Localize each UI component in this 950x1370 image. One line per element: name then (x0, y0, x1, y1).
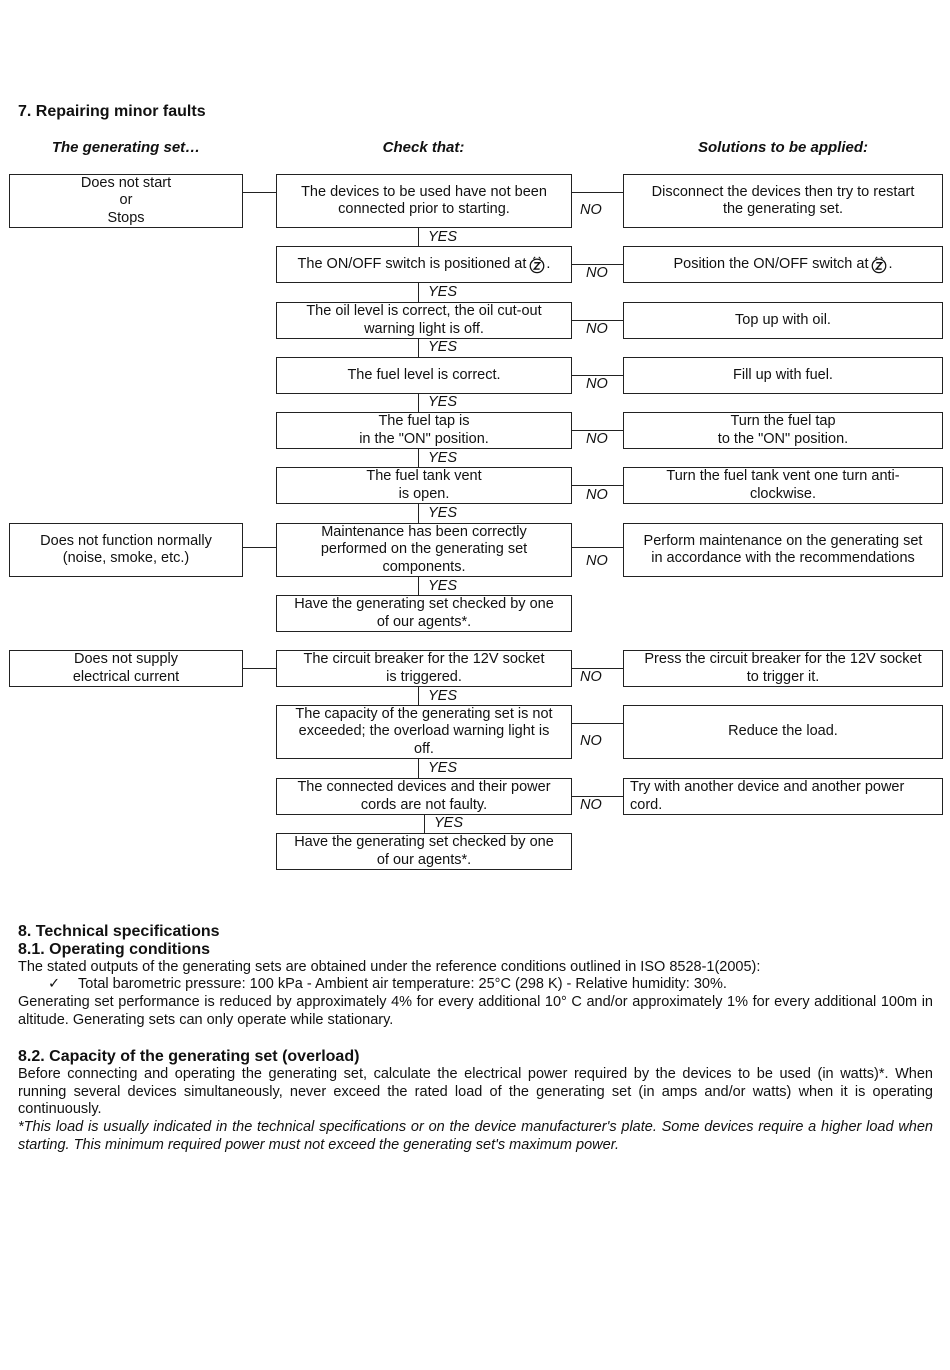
solution-text: Perform maintenance on the generating set in accordance with the recommendations (643, 532, 923, 566)
check-text: The connected devices and their power cords are not faulty. (297, 779, 551, 813)
section-title: 7. Repairing minor faults (18, 103, 206, 120)
solution-text: Fill up with fuel. (733, 366, 833, 383)
solution-text: Turn the fuel tank vent one turn anti- clockwise. (666, 468, 900, 502)
subsection-title: 8.2. Capacity of the generating set (overload) (18, 1048, 360, 1065)
no-label: NO (580, 202, 602, 218)
check-text: The fuel level is correct. (347, 366, 501, 383)
connector-line (418, 228, 419, 246)
solution-box (623, 778, 943, 815)
yes-label: YES (434, 815, 464, 831)
connector-line (243, 668, 276, 669)
paragraph: Generating set performance is reduced by approximately 4% for every additional 10° C and/or approximately 1% for every additional 100m in altitude. Generating sets can only operate while stationary. (18, 994, 933, 1028)
period-text: . (888, 255, 893, 272)
symptom-text: Does not supply electrical current (72, 651, 180, 685)
symptom-box (9, 523, 243, 577)
check-box (276, 778, 572, 815)
check-box (276, 174, 572, 228)
paragraph: Before connecting and operating the generating set, calculate the electrical power required by the devices to be used (in watts)*. When running several devices simultaneously, never exceed the rated load of the generating set (in amps and/or watts) when it is operating continuously. (18, 1066, 933, 1117)
paragraph: The stated outputs of the generating sets are obtained under the reference conditions outlined in ISO 8528-1(2005): (18, 959, 761, 975)
symptom-box (9, 650, 243, 687)
check-text: Have the generating set checked by one of our agents*. (294, 834, 554, 868)
on-off-switch-icon (528, 256, 546, 274)
connector-line (418, 283, 419, 302)
connector-line (424, 815, 425, 833)
symptom-box (9, 174, 243, 228)
no-connector (572, 547, 623, 548)
check-text: The capacity of the generating set is not exceeded; the overload warning light is off. (295, 705, 553, 757)
connector-line (243, 192, 276, 193)
no-connector (572, 485, 623, 486)
connector-line (418, 449, 419, 467)
check-mark-icon: ✓ (48, 976, 61, 992)
solution-box (623, 523, 943, 577)
no-label: NO (580, 669, 602, 685)
check-box (276, 595, 572, 632)
check-box (276, 246, 572, 283)
footnote: *This load is usually indicated in the technical specifications or on the device manufacturer's plate. Some devices require a higher load when starting. This minimum required power must not exceed the generating set's maximum power. (18, 1119, 933, 1153)
on-off-switch-icon (870, 256, 888, 274)
connector-line (418, 504, 419, 523)
no-connector (572, 723, 623, 724)
solution-box (623, 174, 943, 228)
no-connector (572, 192, 623, 193)
no-label: NO (586, 431, 608, 447)
solution-text: Disconnect the devices then try to restart the generating set. (651, 183, 915, 217)
connector-line (418, 339, 419, 357)
connector-line (418, 759, 419, 778)
yes-label: YES (428, 505, 458, 521)
check-text: The devices to be used have not been connected prior to starting. (301, 183, 547, 217)
no-label: NO (586, 265, 608, 281)
symptom-text: Does not function normally (noise, smoke, etc.) (40, 532, 212, 566)
yes-label: YES (428, 394, 458, 410)
subsection-title: 8.1. Operating conditions (18, 941, 211, 958)
column-header-check: Check that: (382, 139, 465, 156)
check-text: The fuel tap is in the "ON" position. (359, 413, 489, 447)
no-label: NO (580, 733, 602, 749)
check-text: Maintenance has been correctly performed on the generating set components. (320, 523, 528, 575)
check-text: The fuel tank vent is open. (366, 468, 482, 502)
no-label: NO (586, 487, 608, 503)
check-text: Have the generating set checked by one of our agents*. (294, 596, 554, 630)
check-box (276, 705, 572, 759)
yes-label: YES (428, 450, 458, 466)
connector-line (418, 394, 419, 412)
yes-label: YES (428, 284, 458, 300)
solution-box (623, 412, 943, 449)
solution-text: Turn the fuel tap to the "ON" position. (717, 413, 849, 447)
column-header-generating-set: The generating set… (51, 139, 201, 156)
solution-text: Press the circuit breaker for the 12V socket to trigger it. (644, 651, 922, 685)
solution-box (623, 246, 943, 283)
no-label: NO (586, 321, 608, 337)
solution-text: Top up with oil. (735, 311, 831, 328)
yes-label: YES (428, 760, 458, 776)
solution-box (623, 705, 943, 759)
bullet-item: Total barometric pressure: 100 kPa - Ambient air temperature: 25°C (298 K) - Relative humidity: 30%. (78, 976, 727, 992)
solution-box (623, 357, 943, 394)
yes-label: YES (428, 229, 458, 245)
check-box (276, 833, 572, 870)
solution-box (623, 467, 943, 504)
symptom-text: Does not start or Stops (80, 174, 172, 226)
check-box (276, 302, 572, 339)
solution-text: Reduce the load. (728, 723, 838, 740)
check-text: The circuit breaker for the 12V socket is triggered. (303, 651, 545, 685)
check-box (276, 357, 572, 394)
check-box (276, 467, 572, 504)
check-box (276, 412, 572, 449)
yes-label: YES (428, 339, 458, 355)
solution-box (623, 302, 943, 339)
no-label: NO (580, 797, 602, 813)
no-label: NO (586, 376, 608, 392)
check-box (276, 523, 572, 577)
check-text: The ON/OFF switch is positioned at (297, 255, 527, 272)
connector-line (243, 547, 276, 548)
column-header-solutions: Solutions to be applied: (698, 139, 868, 156)
section-title: 8. Technical specifications (18, 923, 220, 940)
check-box (276, 650, 572, 687)
no-label: NO (586, 553, 608, 569)
period-text: . (546, 255, 551, 272)
yes-label: YES (428, 688, 458, 704)
solution-box (623, 650, 943, 687)
connector-line (418, 577, 419, 595)
solution-text: Try with another device and another power cord. (630, 779, 905, 813)
yes-label: YES (428, 578, 458, 594)
check-text: The oil level is correct, the oil cut-out warning light is off. (306, 303, 542, 337)
solution-text: Position the ON/OFF switch at (673, 255, 869, 272)
connector-line (418, 687, 419, 705)
